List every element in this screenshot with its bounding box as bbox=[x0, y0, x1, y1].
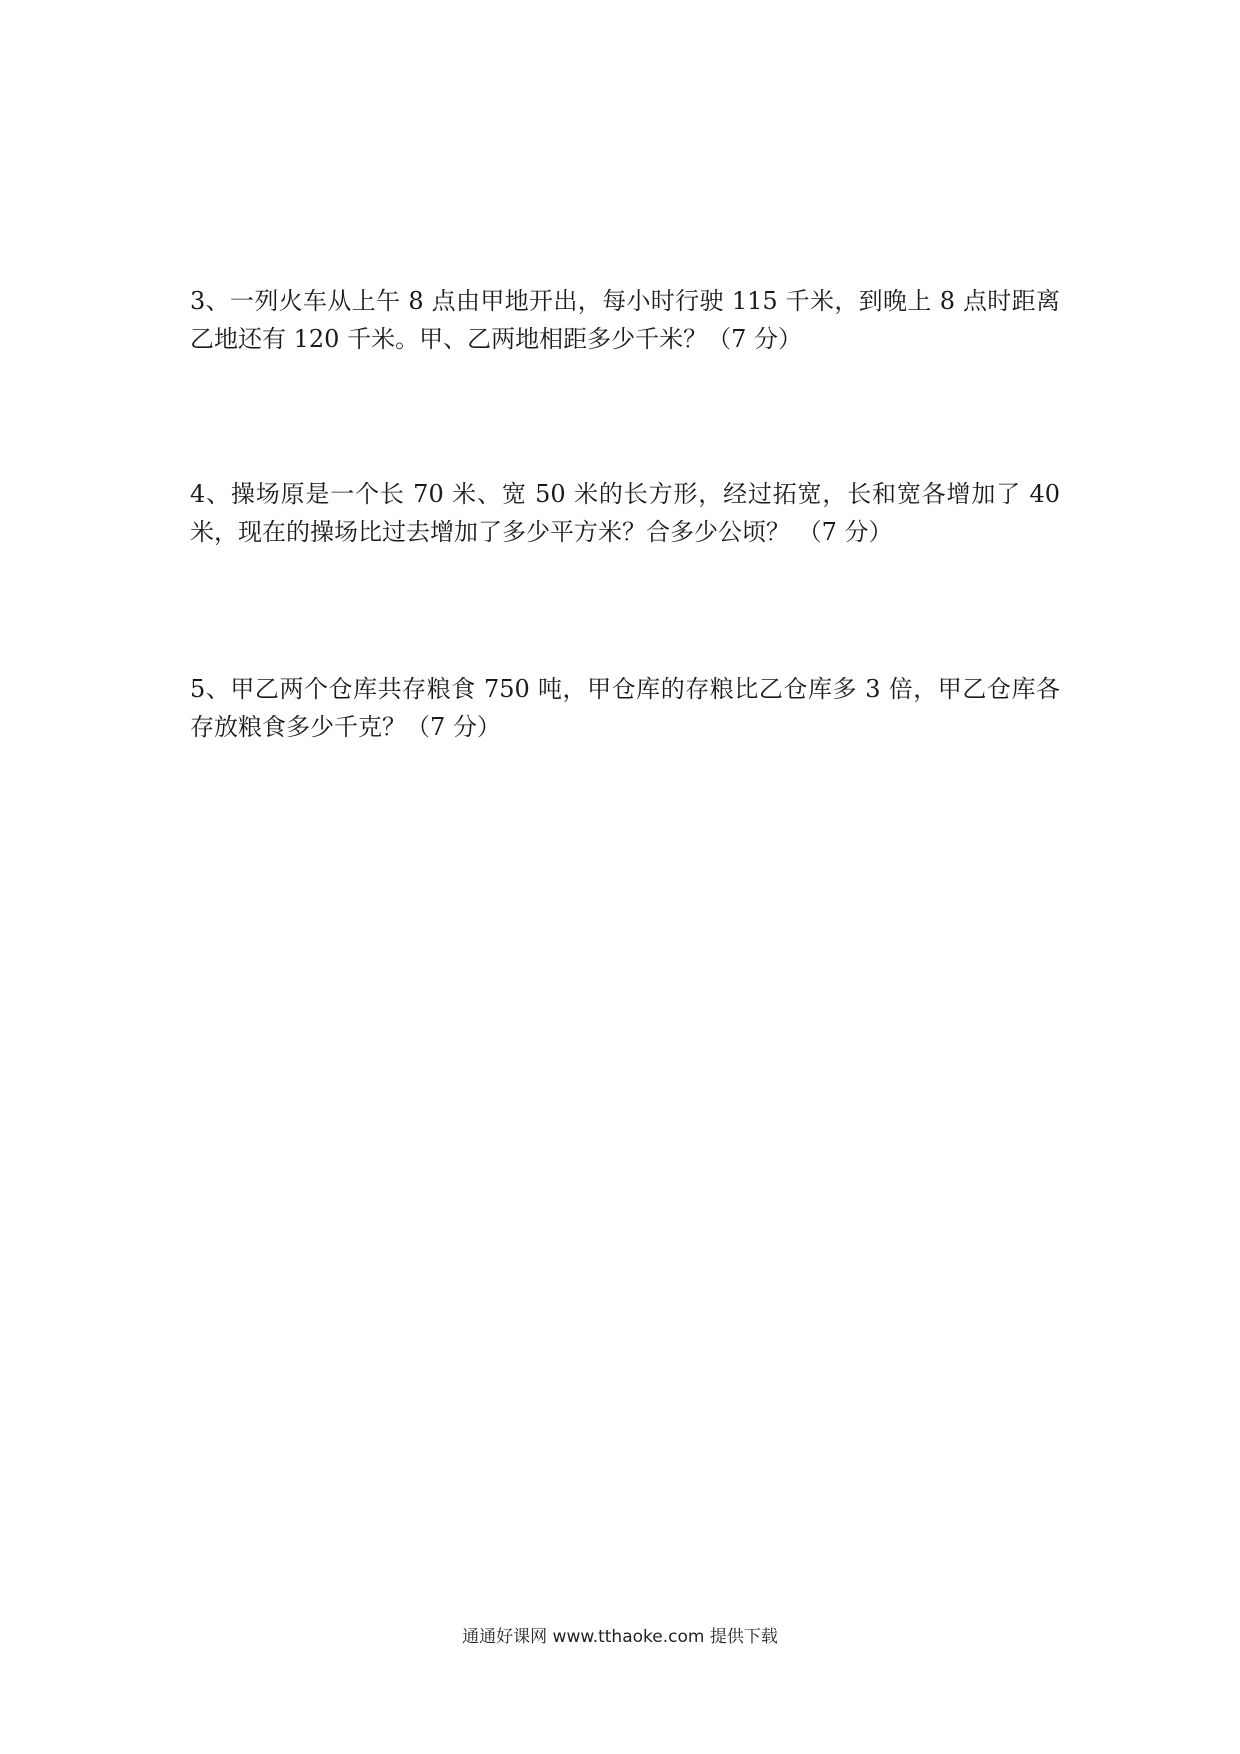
question-4: 4、操场原是一个长 70 米、宽 50 米的长方形，经过拓宽，长和宽各增加了 40 米，现在的操场比过去增加了多少平方米？合多少公顷？ （7 分） bbox=[190, 480, 1060, 546]
question-3: 3、一列火车从上午 8 点由甲地开出，每小时行驶 115 千米，到晚上 8 点时距离乙地还有 120 千米。甲、乙两地相距多少千米？（7 分） bbox=[190, 287, 1060, 353]
page-footer: 通通好课网 www.tthaoke.com 提供下载 bbox=[462, 1627, 778, 1647]
question-5: 5、甲乙两个仓库共存粮食 750 吨，甲仓库的存粮比乙仓库多 3 倍，甲乙仓库各存放粮食多少千克？（7 分） bbox=[190, 675, 1060, 741]
